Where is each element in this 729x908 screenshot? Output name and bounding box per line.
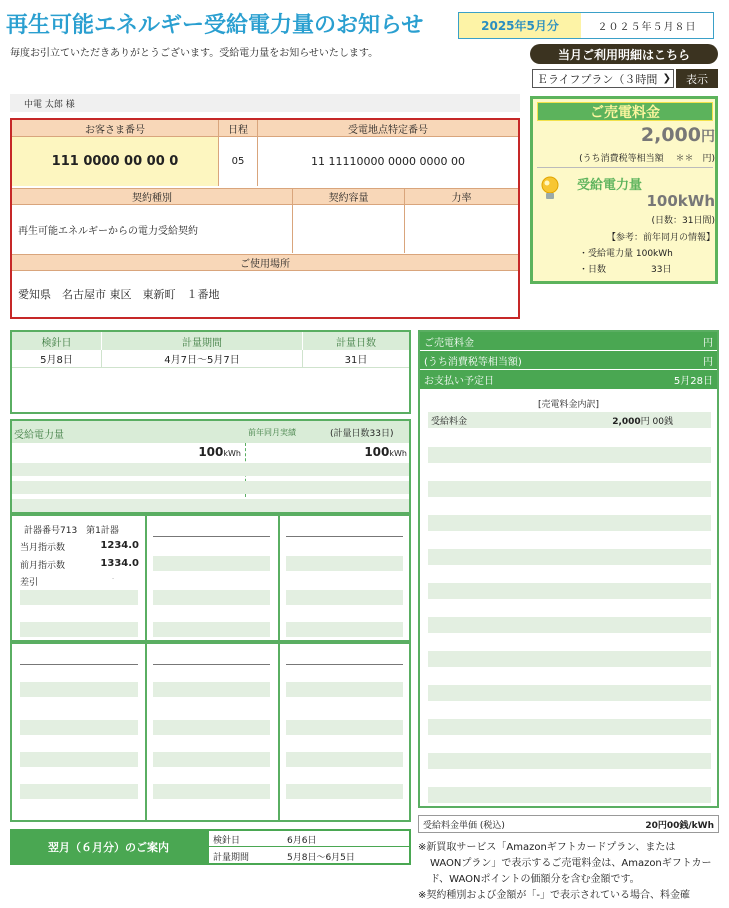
meter-stripe — [153, 622, 270, 637]
this-reading: 1234.0 — [100, 540, 139, 551]
meter-stripe — [286, 784, 403, 799]
meter-detail-section — [10, 514, 411, 642]
meter-stripe — [153, 752, 270, 767]
billing-stripe — [428, 481, 711, 497]
meter-line — [153, 536, 270, 537]
next-period-label: 計量期間 — [213, 853, 250, 863]
meter-stripe — [20, 752, 138, 767]
pay-date: 5月28日 — [673, 376, 713, 387]
billing-stripe — [428, 685, 711, 701]
ref-supply: ・受給電力量 100kWh — [579, 249, 673, 259]
notes — [418, 840, 729, 904]
column-divider — [145, 644, 147, 820]
meter-stripe — [20, 682, 138, 697]
location: 愛知県 名古屋市 東区 東新町 １番地 — [18, 288, 220, 301]
summary-panel — [530, 96, 718, 284]
supply-stripe — [12, 463, 409, 476]
supply-prev-row — [246, 443, 409, 461]
days-note: (日数：31日間) — [651, 216, 715, 226]
meter-stripe — [20, 720, 138, 735]
billing-stripe — [428, 583, 711, 599]
billing-stripe — [428, 515, 711, 531]
meter-stripe — [153, 720, 270, 735]
days-label: 計量日数 — [303, 332, 409, 350]
meter-line — [286, 536, 403, 537]
meter-stripe — [153, 682, 270, 697]
diff-value: - — [112, 575, 115, 582]
lightbulb-icon — [539, 175, 561, 206]
period: 4月7日～5月7日 — [102, 350, 303, 368]
billing-stripe — [428, 617, 711, 633]
meter-stripe — [286, 720, 403, 735]
summary-divider — [537, 167, 713, 168]
billing-tax-unit: 円 — [703, 356, 713, 368]
contract-type-label: 契約種別 — [12, 188, 293, 205]
supply-stripe — [12, 481, 409, 494]
supply-amount-row — [603, 192, 715, 210]
supply-stripe — [12, 499, 409, 512]
point-no: 11 11110000 0000 0000 00 — [311, 155, 465, 168]
location-label: ご使用場所 — [12, 254, 518, 271]
billing-month: 2025年5月分 — [459, 13, 581, 38]
supply-section-label: 受給電力量 — [14, 430, 64, 441]
meter-stripe — [153, 556, 270, 571]
billing-stripe — [428, 651, 711, 667]
next-month-label: 翌月（６月分）のご案内 — [10, 829, 207, 865]
ref-days: 33日 — [651, 265, 672, 275]
breakdown-item-row — [428, 412, 711, 428]
days: 31日 — [303, 350, 409, 368]
column-divider — [278, 516, 280, 640]
monthly-detail-button[interactable]: 当月ご利用明細はこちら — [530, 44, 718, 64]
next-reading-label: 検針日 — [213, 836, 241, 846]
schedule-label: 日程 — [219, 120, 258, 137]
note-line: ※新買取サービス「Amazonギフトカードプラン、または — [418, 842, 676, 853]
capacity-label: 契約容量 — [293, 188, 405, 205]
plan-select[interactable] — [532, 69, 674, 88]
prev-reading: 1334.0 — [100, 558, 139, 569]
meter-reading-section — [10, 330, 411, 414]
greeting-text: 毎度お引立ていただきありがとうございます。受給電力量をお知らせいたします。 — [10, 48, 379, 59]
billing-sale-unit: 円 — [703, 337, 713, 349]
show-button[interactable]: 表示 — [676, 69, 718, 88]
reading-day-label: 検針日 — [12, 332, 102, 350]
meter-stripe — [153, 590, 270, 605]
issue-date: ２０２５年５月８日 — [581, 13, 713, 38]
supply-prev: 100 — [364, 445, 390, 459]
customer-name: 中電 太郎 様 — [10, 94, 520, 112]
schedule: 05 — [219, 137, 258, 186]
customer-no-label: お客さま番号 — [12, 120, 219, 137]
ref-title: 【参考：前年同月の情報】 — [606, 233, 715, 243]
point-label: 受電地点特定番号 — [258, 120, 518, 137]
breakdown-item-amount — [612, 414, 673, 427]
pay-date-row — [420, 370, 717, 389]
prev-days: (計量日数33日) — [330, 429, 394, 439]
next-divider — [209, 846, 409, 847]
period-label: 計量期間 — [102, 332, 303, 350]
meter-extra-section — [10, 642, 411, 822]
tax-note: (うち消費税等相当額 ＊＊ 円) — [579, 154, 715, 164]
unit-price: 20円00銭/kWh — [645, 820, 714, 831]
chevron-down-icon: ❯ — [662, 73, 671, 84]
column-divider — [145, 516, 147, 640]
billing-period — [458, 12, 714, 39]
sale-yen: 円 — [701, 129, 715, 145]
ref-days-label: ・日数 — [579, 265, 607, 275]
meter-stripe — [286, 622, 403, 637]
pay-date-label: お支払い予定日 — [424, 376, 494, 387]
meter-stripe — [20, 622, 138, 637]
tax-row — [420, 351, 717, 370]
billing-tax-label: (うち消費税等相当額) — [424, 356, 522, 368]
customer-no: 111 0000 00 00 0 — [12, 137, 219, 186]
breakdown-item-value: 2,000 — [612, 416, 641, 427]
column-divider — [278, 644, 280, 820]
meter-stripe — [20, 784, 138, 799]
this-reading-label: 当月指示数 — [20, 543, 66, 553]
note-line: ド、WAONポイントの価額分を含む金額です。 — [430, 874, 640, 885]
supply-prev-unit: kWh — [389, 449, 407, 458]
supply-amount: 100 — [646, 192, 678, 210]
next-month-box — [207, 829, 411, 865]
power-factor-label: 力率 — [405, 188, 518, 205]
meter-stripe — [286, 752, 403, 767]
billing-stripe — [428, 549, 711, 565]
supply-section — [10, 419, 411, 514]
sale-row — [420, 332, 717, 351]
next-period: 5月8日～6月5日 — [287, 853, 355, 863]
capacity-value — [293, 205, 405, 253]
breakdown-item-label: 受給料金 — [431, 416, 468, 427]
page-title: 再生可能エネルギー受給電力量のお知らせ — [6, 13, 424, 38]
breakdown-item-unit: 円 00銭 — [640, 416, 673, 427]
plan-select-value: Ｅライフプラン（３時間 — [537, 72, 658, 86]
reading-day: 5月8日 — [12, 350, 102, 368]
billing-section — [418, 330, 719, 808]
supply-label: 受給電力量 — [577, 178, 643, 193]
contract-type: 再生可能エネルギーからの電力受給契約 — [12, 205, 293, 253]
billing-stripe — [428, 719, 711, 735]
diff-label: 差引 — [20, 578, 39, 588]
next-reading-day: 6月6日 — [287, 836, 317, 846]
meter-line — [286, 664, 403, 665]
sale-amount: 2,000 — [640, 124, 701, 146]
meter-stripe — [153, 784, 270, 799]
meter-line — [20, 664, 138, 665]
billing-sale-label: ご売電料金 — [424, 337, 474, 349]
meter-line — [153, 664, 270, 665]
note-line: ※契約種別および金額が「-」で表示されている場合、料金確 — [418, 890, 690, 901]
supply-unit: kWh — [677, 192, 715, 210]
billing-stripe — [428, 753, 711, 769]
prev-reading-label: 前月指示数 — [20, 561, 66, 571]
supply-current-row — [12, 443, 245, 461]
sale-label: ご売電料金 — [537, 102, 713, 121]
meter-no: 計器番号713 第1計器 — [24, 526, 119, 536]
note-line: WAONプラン」で表示するご売電料金は、Amazonギフトカー — [430, 858, 712, 869]
unit-price-row — [418, 815, 719, 833]
customer-info-box — [10, 118, 520, 319]
billing-stripe — [428, 447, 711, 463]
supply-current: 100 — [198, 445, 224, 459]
supply-current-unit: kWh — [223, 449, 241, 458]
breakdown-title: [売電料金内訳] — [537, 400, 600, 410]
meter-stripe — [20, 590, 138, 605]
billing-stripe — [428, 787, 711, 803]
meter-stripe — [286, 682, 403, 697]
meter-stripe — [286, 556, 403, 571]
prev-label: 前年同月実績 — [248, 428, 296, 437]
meter-stripe — [286, 590, 403, 605]
unit-price-label: 受給料金単価 (税込) — [423, 820, 505, 831]
sale-amount-row — [603, 124, 715, 146]
